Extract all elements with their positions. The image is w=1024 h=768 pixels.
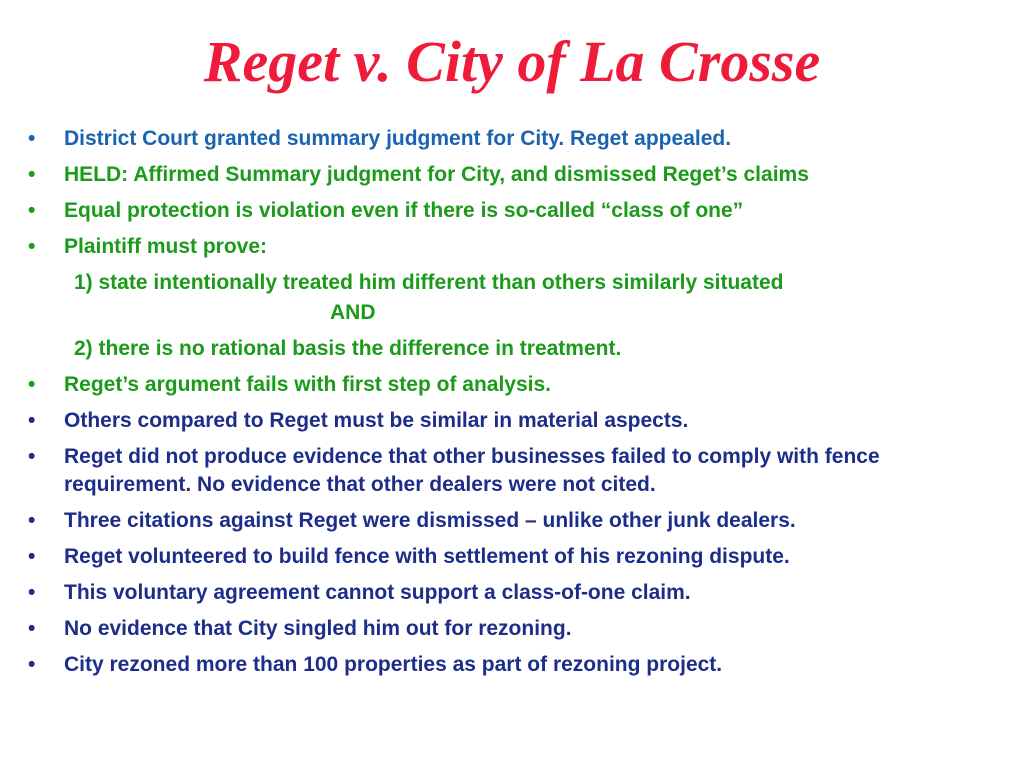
bullet-item (0, 125, 1024, 153)
bullet-item (0, 651, 1024, 679)
bullet-text: Reget did not produce evidence that other businesses failed to comply with fence requirement. No evidence that other dealers were not cited. (64, 445, 880, 496)
bullet-icon: • (28, 581, 36, 604)
sub-item (0, 269, 1024, 297)
bullet-item (0, 371, 1024, 399)
bullet-text: Equal protection is violation even if there is so-called “class of one” (64, 199, 744, 222)
bullet-text: This voluntary agreement cannot support a class-of-one claim. (64, 581, 691, 604)
bullet-text: District Court granted summary judgment for City. Reget appealed. (64, 127, 732, 150)
bullet-text: 1) state intentionally treated him different than others similarly situated (74, 271, 784, 294)
bullet-icon: • (28, 127, 36, 150)
bullet-icon: • (28, 373, 36, 396)
bullet-icon: • (28, 199, 36, 222)
bullet-text: AND (330, 301, 376, 324)
bullet-icon: • (28, 545, 36, 568)
bullet-icon: • (28, 445, 36, 468)
bullet-icon: • (28, 653, 36, 676)
bullet-item (0, 233, 1024, 261)
bullet-text: 2) there is no rational basis the difference in treatment. (74, 337, 622, 360)
bullet-item (0, 543, 1024, 571)
bullet-text: Reget volunteered to build fence with settlement of his rezoning dispute. (64, 545, 790, 568)
bullet-text: City rezoned more than 100 properties as part of rezoning project. (64, 653, 723, 676)
bullet-icon: • (28, 617, 36, 640)
bullet-icon: • (28, 235, 36, 258)
bullet-text: Three citations against Reget were dismissed – unlike other junk dealers. (64, 509, 796, 532)
bullet-item (0, 197, 1024, 225)
bullet-list (0, 125, 1024, 687)
bullet-item (0, 443, 1024, 499)
bullet-text: Plaintiff must prove: (64, 235, 268, 258)
bullet-item (0, 507, 1024, 535)
bullet-text: Reget’s argument fails with first step of analysis. (64, 373, 552, 396)
bullet-item (0, 161, 1024, 189)
bullet-text: HELD: Affirmed Summary judgment for City, and dismissed Reget’s claims (64, 163, 809, 186)
bullet-icon: • (28, 409, 36, 432)
sub-item (0, 335, 1024, 363)
bullet-item (0, 615, 1024, 643)
bullet-item (0, 407, 1024, 435)
slide-title: Reget v. City of La Crosse (203, 29, 821, 94)
bullet-icon: • (28, 509, 36, 532)
bullet-item (0, 579, 1024, 607)
conjunction-line (0, 299, 1024, 327)
bullet-text: Others compared to Reget must be similar in material aspects. (64, 409, 689, 432)
bullet-icon: • (28, 163, 36, 186)
bullet-text: No evidence that City singled him out for rezoning. (64, 617, 572, 640)
